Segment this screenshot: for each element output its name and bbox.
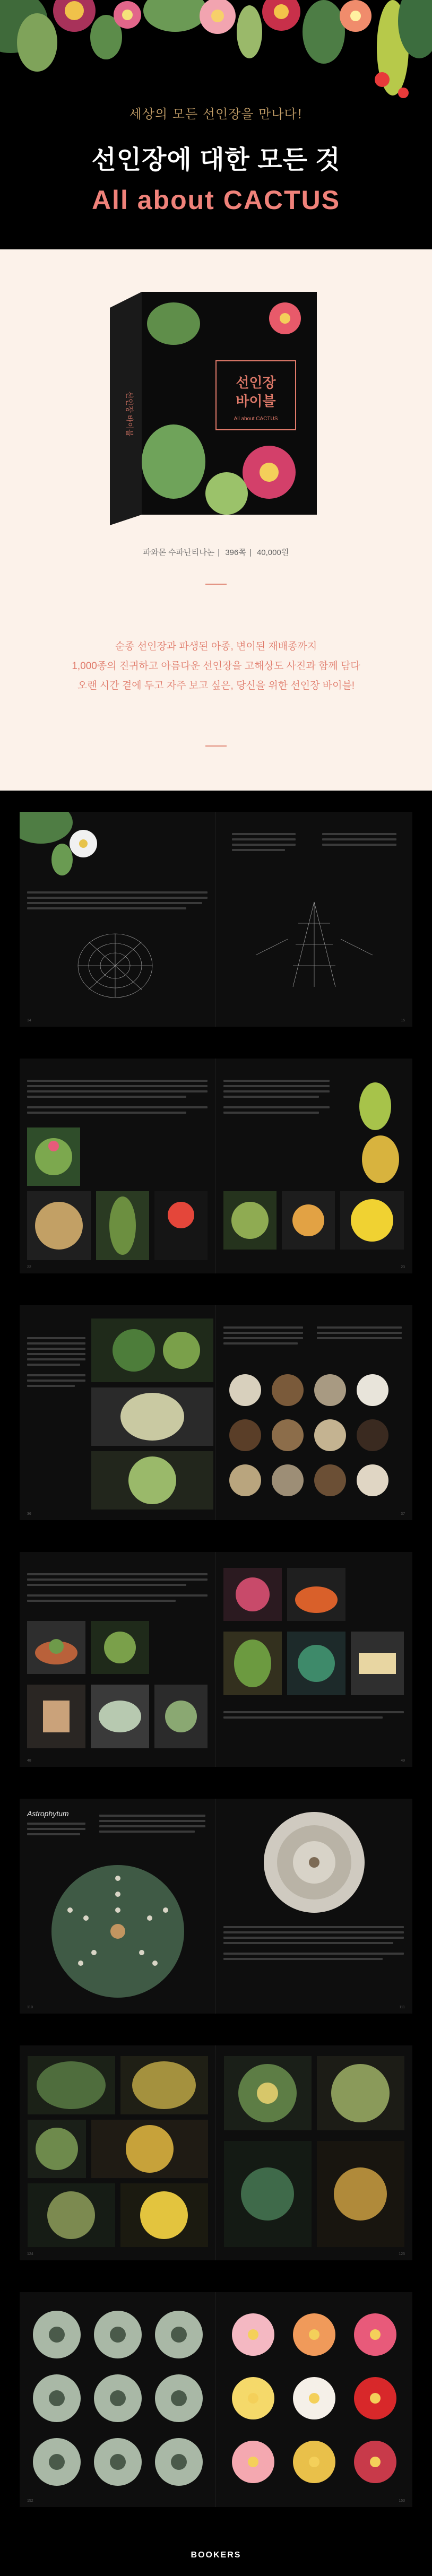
genus-heading: Astrophytum: [27, 1809, 69, 1818]
spread-4: [20, 1552, 412, 1767]
spread-page-right: [216, 812, 412, 1027]
cactus-flower-illustration: [0, 0, 432, 117]
divider-bottom: [205, 745, 227, 747]
page-number: 152: [27, 2499, 33, 2503]
cactus-photos: [91, 1319, 213, 1510]
book-description: [0, 637, 432, 696]
book-price: 40,000원: [256, 548, 289, 557]
spread-3: [20, 1305, 412, 1520]
flower-illustration: [20, 812, 216, 875]
cactus-photos: [27, 1127, 208, 1260]
astrophytum-photo: [245, 1809, 383, 1915]
spread-page-right: [216, 2045, 412, 2260]
page-number: 14: [27, 1019, 31, 1022]
spread-1: [20, 812, 412, 1027]
book-intro: [0, 249, 432, 791]
page-number: 124: [27, 2252, 33, 2256]
page-number: 36: [27, 1512, 31, 1516]
page-number: 37: [401, 1512, 405, 1516]
spread-page-right: [216, 1059, 412, 1273]
hero-banner: [0, 0, 432, 249]
cactus-line-drawing: [62, 923, 168, 1008]
publisher-logo: BOOKERS: [191, 2551, 241, 2560]
book-cover-subtitle: All about CACTUS: [234, 416, 278, 422]
spread-page-right: [216, 1799, 412, 2014]
hero-tagline: 세상의 모든 선인장을 만나다!: [129, 107, 303, 122]
spread-page-left: [20, 2045, 216, 2260]
spread-6: [20, 2045, 412, 2260]
footer: [0, 2539, 432, 2576]
spread-page-right: [216, 1552, 412, 1767]
description-line: 오랜 시간 곁에 두고 자주 보고 싶은, 당신을 위한 선인장 바이블!: [77, 680, 355, 691]
hero-title-korean: 선인장에 대한 모든 것: [91, 146, 341, 174]
divider-top: [205, 584, 227, 585]
book-meta: 파와몬 수파난티나논 | 396쪽 | 40,000원: [143, 548, 289, 557]
spread-page-left: [20, 812, 216, 1027]
description-line: 순종 선인장과 파생된 아종, 변이된 재배종까지: [115, 641, 317, 652]
spread-2: [20, 1059, 412, 1273]
page-number: 125: [399, 2252, 405, 2256]
page-number: 22: [27, 1265, 31, 1269]
spread-page-right: [216, 2292, 412, 2507]
page-number: 49: [401, 1759, 405, 1763]
spread-page-left: [20, 2292, 216, 2507]
astrophytum-photo: [38, 1857, 197, 2006]
page-number: 153: [399, 2499, 405, 2503]
page-number: 111: [399, 2006, 405, 2009]
spread-page-left: [20, 1305, 216, 1520]
cultivation-photos: [223, 1568, 404, 1701]
cactus-flower-photos-grid: [224, 2303, 404, 2499]
cultivation-photos: [27, 1621, 208, 1754]
hero-title-english: All about CACTUS: [91, 185, 341, 215]
spread-page-left: [20, 1799, 216, 2014]
spread-5: [20, 1799, 412, 2014]
soil-samples-grid: [224, 1369, 404, 1507]
spread-page-left: [20, 1059, 216, 1273]
cactus-photos-grid: [28, 2303, 208, 2499]
cactus-photos-grid: [28, 2056, 208, 2247]
page-number: 15: [401, 1019, 405, 1022]
book-publisher: 파와몬 수파난티나논: [143, 548, 215, 557]
page-number: 48: [27, 1759, 31, 1763]
book-cover-image: [110, 292, 322, 525]
cactus-photos: [216, 1069, 412, 1260]
description-line: 1,000종의 진귀하고 아름다운 선인장을 고해상도 사진과 함께 담다: [72, 661, 360, 672]
cactus-photos-grid: [224, 2056, 404, 2247]
book-cover-title-line2: 바이블: [236, 393, 276, 409]
book-spine-title: 선인장 바이블: [125, 391, 134, 437]
sample-spreads: [0, 791, 432, 2507]
spread-7: [20, 2292, 412, 2507]
spread-page-right: [216, 1305, 412, 1520]
cactus-line-drawing: [235, 891, 394, 998]
book-cover-title-line1: 선인장: [236, 375, 276, 391]
page-number: 23: [401, 1265, 405, 1269]
book-pages: 396쪽: [225, 548, 246, 557]
page-number: 110: [27, 2006, 33, 2009]
spread-page-left: [20, 1552, 216, 1767]
